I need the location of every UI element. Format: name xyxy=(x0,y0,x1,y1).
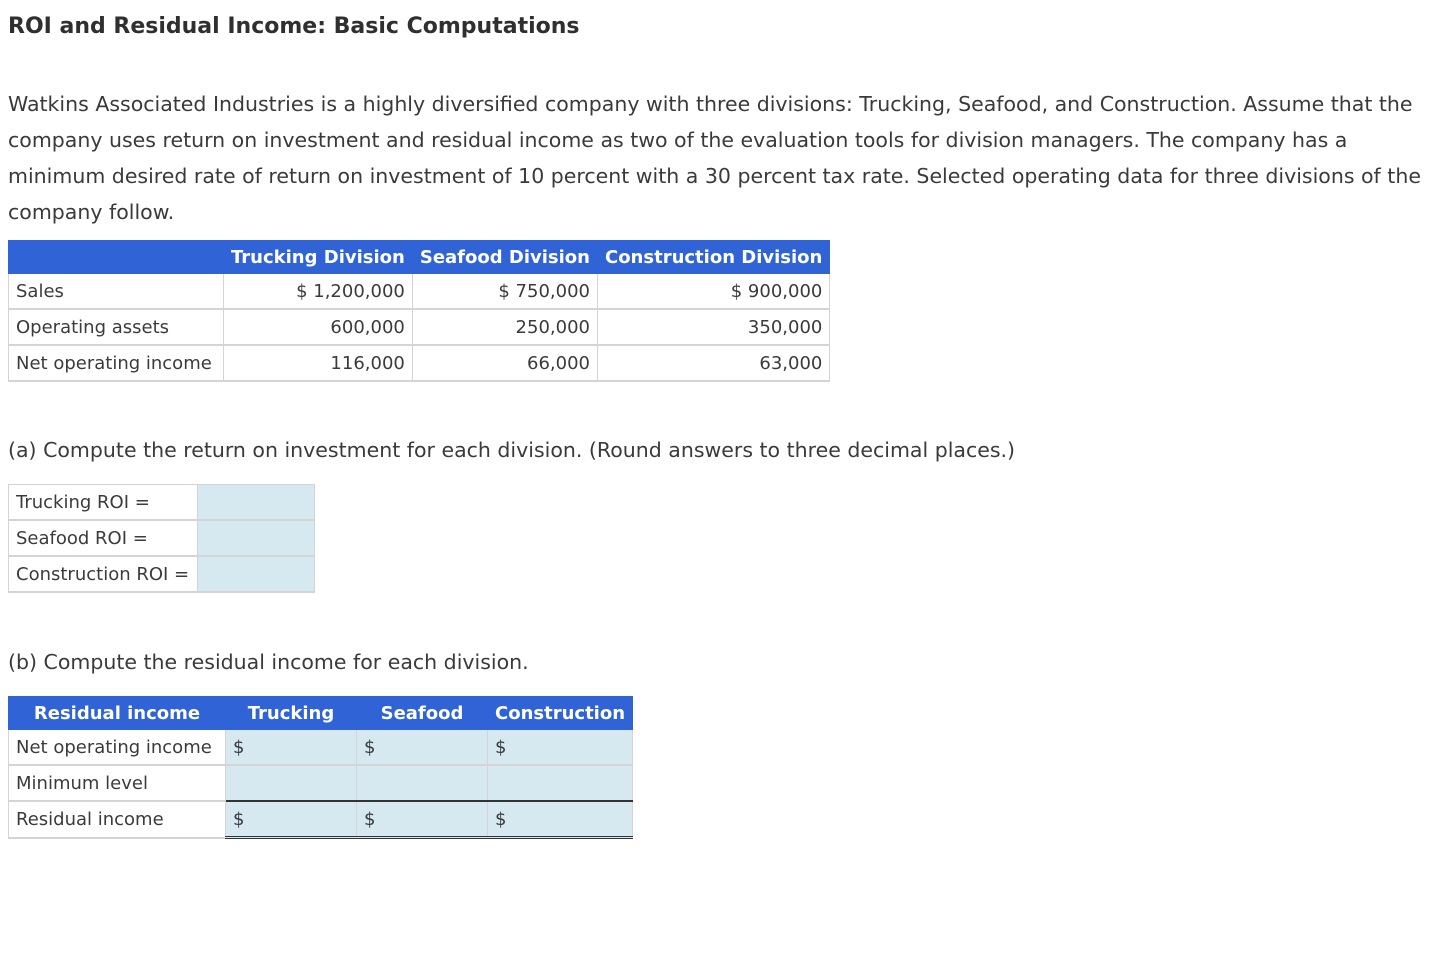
cell-trucking: 600,000 xyxy=(224,309,413,345)
roi-label-construction: Construction ROI = xyxy=(9,556,198,592)
residual-income-table xyxy=(8,696,633,839)
row-label: Operating assets xyxy=(9,309,224,345)
ri-row-noi xyxy=(9,730,633,766)
dollar-sign: $ xyxy=(233,808,245,830)
residual-trucking-input[interactable] xyxy=(226,801,357,838)
dollar-sign: $ xyxy=(364,736,376,758)
construction-roi-input[interactable] xyxy=(198,556,315,592)
seafood-roi-input[interactable] xyxy=(198,520,315,556)
ri-header-label: Residual income xyxy=(9,697,226,730)
minimum-seafood-input[interactable] xyxy=(357,765,488,801)
roi-row-seafood xyxy=(9,520,315,556)
dollar-sign: $ xyxy=(233,736,245,758)
ri-label-minimum: Minimum level xyxy=(9,765,226,801)
residual-construction-input[interactable] xyxy=(488,801,633,838)
question-a: (a) Compute the return on investment for each division. (Round answers to three decimal places.) xyxy=(8,438,1016,462)
question-b: (b) Compute the residual income for each division. xyxy=(8,650,529,674)
ri-header-row xyxy=(9,697,633,730)
cell-seafood: 66,000 xyxy=(412,345,597,381)
row-label: Sales xyxy=(9,274,224,310)
ri-label-residual: Residual income xyxy=(9,801,226,838)
roi-row-trucking xyxy=(9,485,315,521)
cell-construction: $ 900,000 xyxy=(597,274,829,310)
dollar-sign: $ xyxy=(495,808,507,830)
problem-intro: Watkins Associated Industries is a highly diversified company with three divisions: Trucking, Seafood, and Construction. Assume that the company uses return on investment and residual income as two of the evaluation tools for division managers. The company has a minimum desired rate of return on investment of 10 percent with a 30 percent tax rate. Selected operating data for three divisions of the company follow. xyxy=(8,92,1421,224)
cell-trucking: 116,000 xyxy=(224,345,413,381)
trucking-roi-input[interactable] xyxy=(198,485,315,521)
dollar-sign: $ xyxy=(495,736,507,758)
noi-seafood-input[interactable] xyxy=(357,730,488,766)
header-trucking: Trucking Division xyxy=(224,241,413,274)
table-row xyxy=(9,274,830,310)
residual-seafood-input[interactable] xyxy=(357,801,488,838)
dollar-sign: $ xyxy=(364,808,376,830)
table-row xyxy=(9,345,830,381)
cell-construction: 350,000 xyxy=(597,309,829,345)
roi-label-trucking: Trucking ROI = xyxy=(9,485,198,521)
roi-label-seafood: Seafood ROI = xyxy=(9,520,198,556)
header-blank xyxy=(9,241,224,274)
header-seafood: Seafood Division xyxy=(412,241,597,274)
cell-construction: 63,000 xyxy=(597,345,829,381)
cell-trucking: $ 1,200,000 xyxy=(224,274,413,310)
ri-label-noi: Net operating income xyxy=(9,730,226,766)
ri-header-seafood: Seafood xyxy=(357,697,488,730)
ri-row-minimum xyxy=(9,765,633,801)
page-title: ROI and Residual Income: Basic Computations xyxy=(8,14,580,39)
row-label: Net operating income xyxy=(9,345,224,381)
roi-answer-table xyxy=(8,484,315,593)
noi-construction-input[interactable] xyxy=(488,730,633,766)
operating-data-table xyxy=(8,240,830,382)
ri-header-construction: Construction xyxy=(488,697,633,730)
table-row xyxy=(9,309,830,345)
cell-seafood: $ 750,000 xyxy=(412,274,597,310)
cell-seafood: 250,000 xyxy=(412,309,597,345)
roi-row-construction xyxy=(9,556,315,592)
header-construction: Construction Division xyxy=(597,241,829,274)
minimum-trucking-input[interactable] xyxy=(226,765,357,801)
minimum-construction-input[interactable] xyxy=(488,765,633,801)
ri-row-residual xyxy=(9,801,633,838)
table-header-row xyxy=(9,241,830,274)
ri-header-trucking: Trucking xyxy=(226,697,357,730)
noi-trucking-input[interactable] xyxy=(226,730,357,766)
